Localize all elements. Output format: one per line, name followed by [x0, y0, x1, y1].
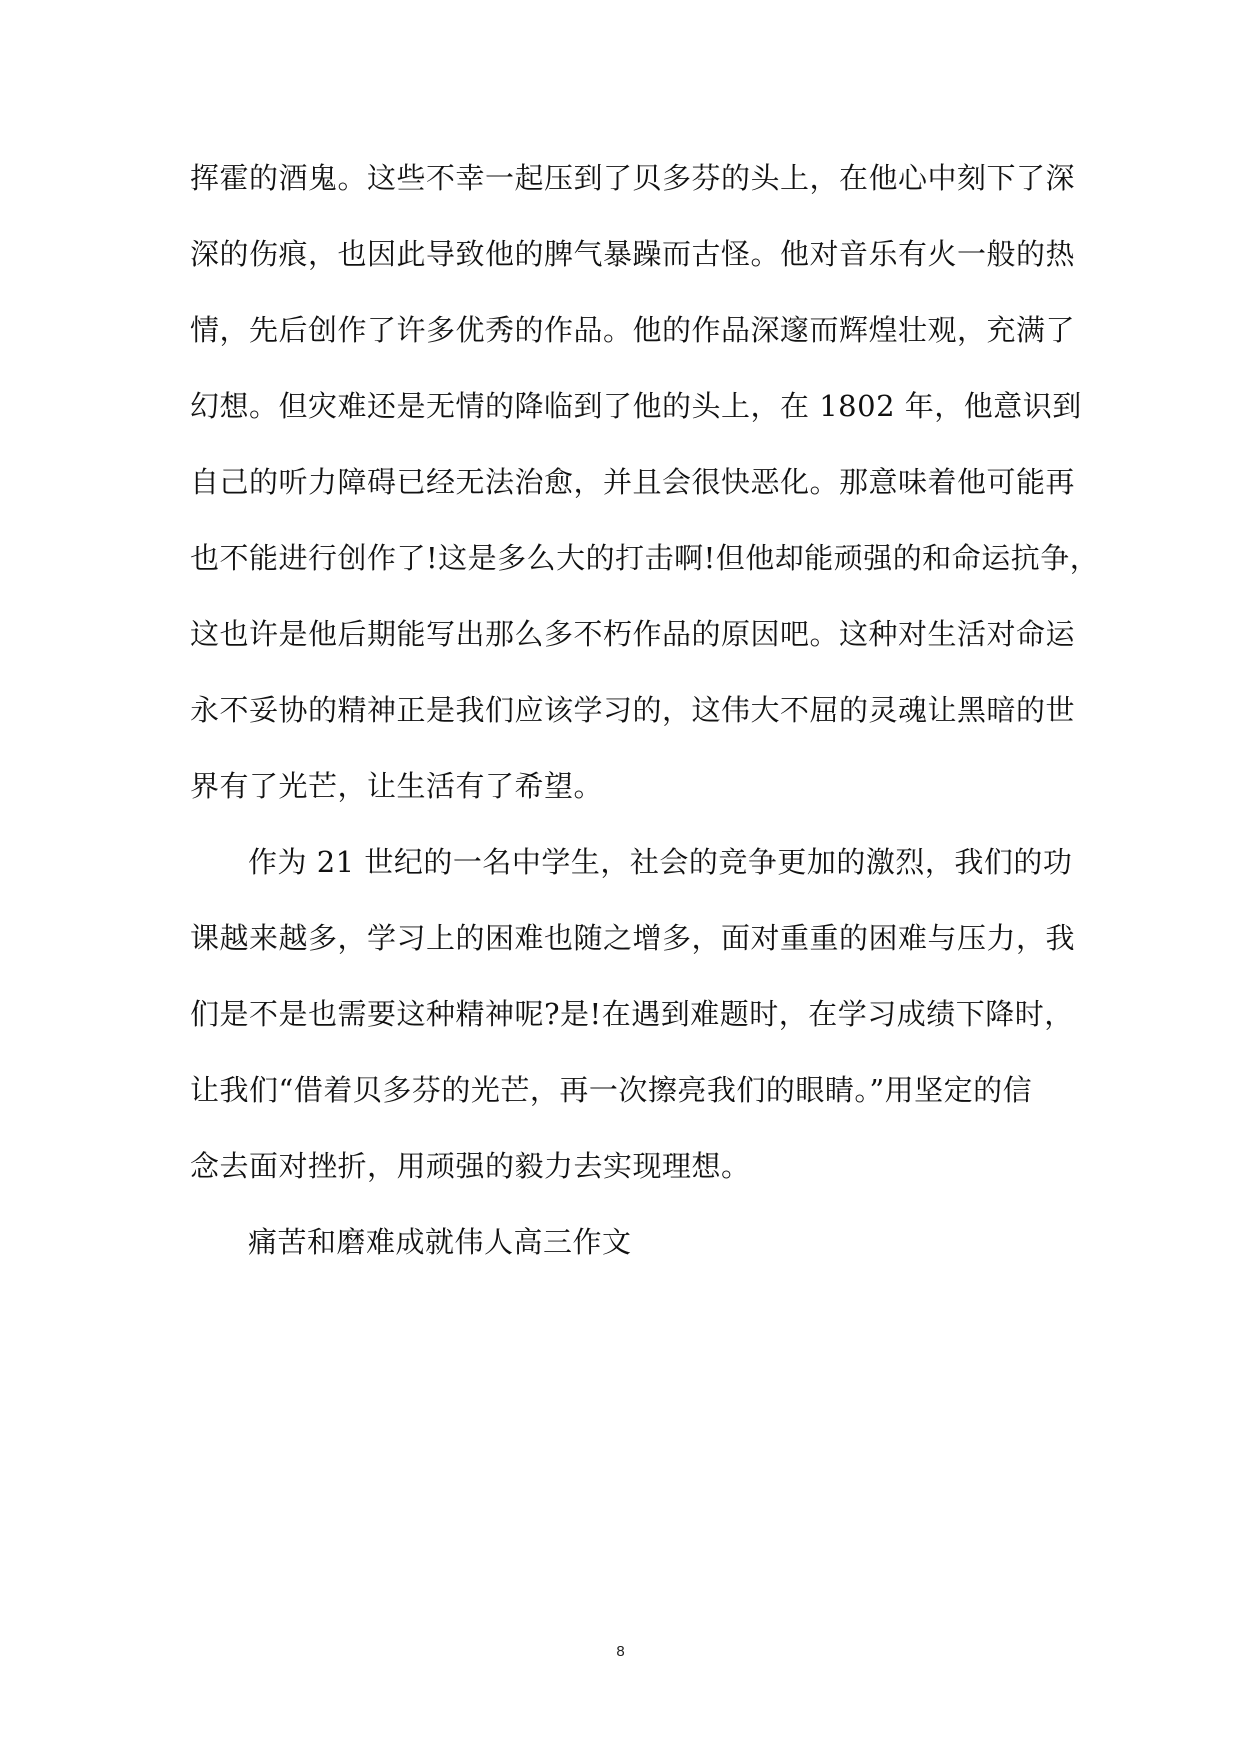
text-line: 也不能进行创作了!这是多么大的打击啊!但他却能顽强的和命运抗争，	[190, 541, 1100, 575]
next-essay-title: 痛苦和磨难成就伟人高三作文	[248, 1225, 632, 1259]
paragraph-beethoven	[190, 140, 1100, 824]
next-essay-title-paragraph	[190, 1204, 1054, 1280]
text-line: 永不妥协的精神正是我们应该学习的，这伟大不屈的灵魂让黑暗的世	[190, 693, 1076, 727]
text-line: 们是不是也需要这种精神呢?是!在遇到难题时，在学习成绩下降时，	[190, 997, 1074, 1031]
text-line: 让我们“借着贝多芬的光芒，再一次擦亮我们的眼睛。”用坚定的信	[190, 1073, 1033, 1107]
text-line: 挥霍的酒鬼。这些不幸一起压到了贝多芬的头上，在他心中刻下了深	[190, 161, 1076, 195]
text-line: 情，先后创作了许多优秀的作品。他的作品深邃而辉煌壮观，充满了	[190, 313, 1076, 347]
document-body	[190, 140, 1100, 1280]
text-line: 课越来越多，学习上的困难也随之增多，面对重重的困难与压力，我	[190, 921, 1076, 955]
text-line: 幻想。但灾难还是无情的降临到了他的头上，在 1802 年，他意识到	[190, 389, 1082, 423]
text-line: 界有了光芒，让生活有了希望。	[190, 769, 604, 803]
text-line: 自己的听力障碍已经无法治愈，并且会很快恶化。那意味着他可能再	[190, 465, 1076, 499]
text-line: 这也许是他后期能写出那么多不朽作品的原因吧。这种对生活对命运	[190, 617, 1076, 651]
paragraph-student	[190, 824, 1076, 1204]
page-number: 8	[616, 1643, 625, 1660]
text-line: 念去面对挫折，用顽强的毅力去实现理想。	[190, 1149, 751, 1183]
text-line: 作为 21 世纪的一名中学生，社会的竞争更加的激烈，我们的功	[248, 845, 1073, 879]
text-line: 深的伤痕，也因此导致他的脾气暴躁而古怪。他对音乐有火一般的热	[190, 237, 1076, 271]
